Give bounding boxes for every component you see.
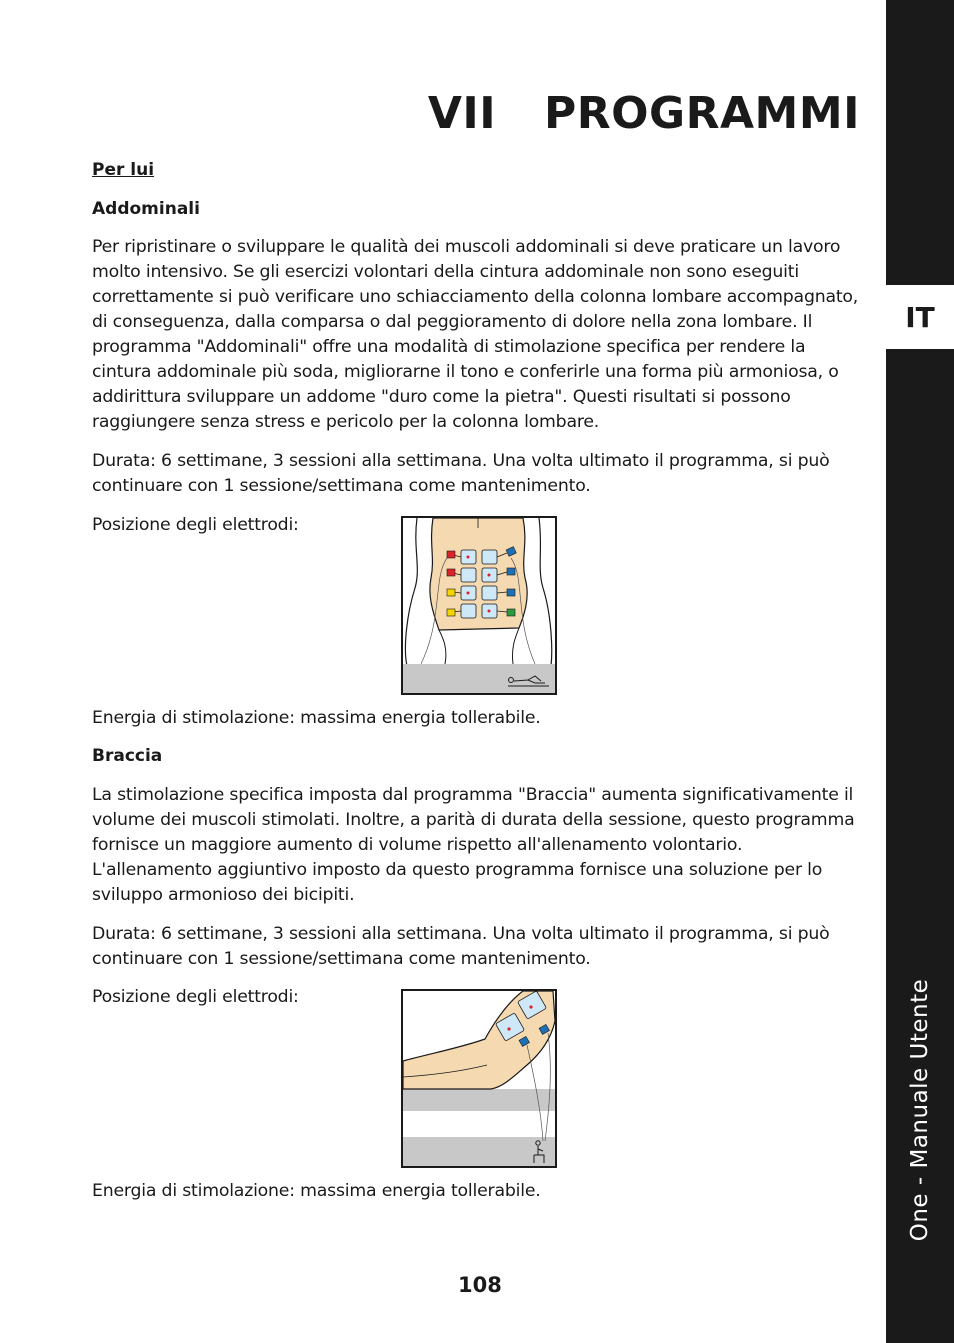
chapter-title: [428, 88, 860, 139]
abdominals-heading: Addominali: [92, 199, 200, 219]
arms-electrode-figure: [401, 989, 557, 1168]
abdominals-electrode-figure: [401, 516, 557, 695]
manual-title: One - Manuale Utente: [907, 978, 933, 1242]
chapter-name: PROGRAMMI: [543, 88, 860, 139]
arms-description: La stimolazione specifica imposta dal programma "Braccia" aumenta significativamente il volume dei muscoli stimolati. Inoltre, a parità di durata della sessione, questo programma fornisce un maggiore aumento di volume rispetto all'allenamento volontario. L'allenamento aggiuntivo imposto da questo programma fornisce una soluzione per lo sviluppo armonioso dei bicipiti.: [92, 785, 855, 905]
abdomen-illustration: [403, 518, 555, 693]
page-number-text: 108: [458, 1273, 502, 1297]
abdominals-electrode-label: Posizione degli elettrodi:: [92, 515, 299, 535]
abdominals-description: Per ripristinare o sviluppare le qualità dei muscoli addominali si deve praticare un lavoro molto intensivo. Se gli esercizi volontari della cintura addominale non sono eseguiti correttamente si può verificare uno schiacciamento della colonna lombare accompagnato, di conseguenza, dalla comparsa o dal peggioramento di dolore nella zona lombare. Il programma "Addominali" offre una modalità di stimolazione specifica per rendere la cintura addominale più soda, migliorarne il tono e conferirle una forma più armoniosa, o addirittura sviluppare un addome "duro come la pietra". Questi risultati si possono raggiungere senza stress e pericolo per la colonna lombare.: [92, 237, 859, 432]
arms-energy: Energia di stimolazione: massima energia tollerabile.: [92, 1181, 541, 1201]
chapter-number: VII: [427, 88, 497, 139]
language-tab: IT: [886, 285, 954, 349]
arms-duration: Durata: 6 settimane, 3 sessioni alla settimana. Una volta ultimato il programma, si può continuare con 1 sessione/settimana come mantenimento.: [92, 924, 830, 969]
abdominals-energy: Energia di stimolazione: massima energia tollerabile.: [92, 708, 541, 728]
arms-heading: Braccia: [92, 746, 163, 766]
arm-illustration: [403, 991, 555, 1166]
abdominals-duration: Durata: 6 settimane, 3 sessioni alla settimana. Una volta ultimato il programma, si può continuare con 1 sessione/settimana come mantenimento.: [92, 451, 830, 496]
section-heading: Per lui: [92, 160, 155, 180]
arms-electrode-label: Posizione degli elettrodi:: [92, 987, 299, 1007]
